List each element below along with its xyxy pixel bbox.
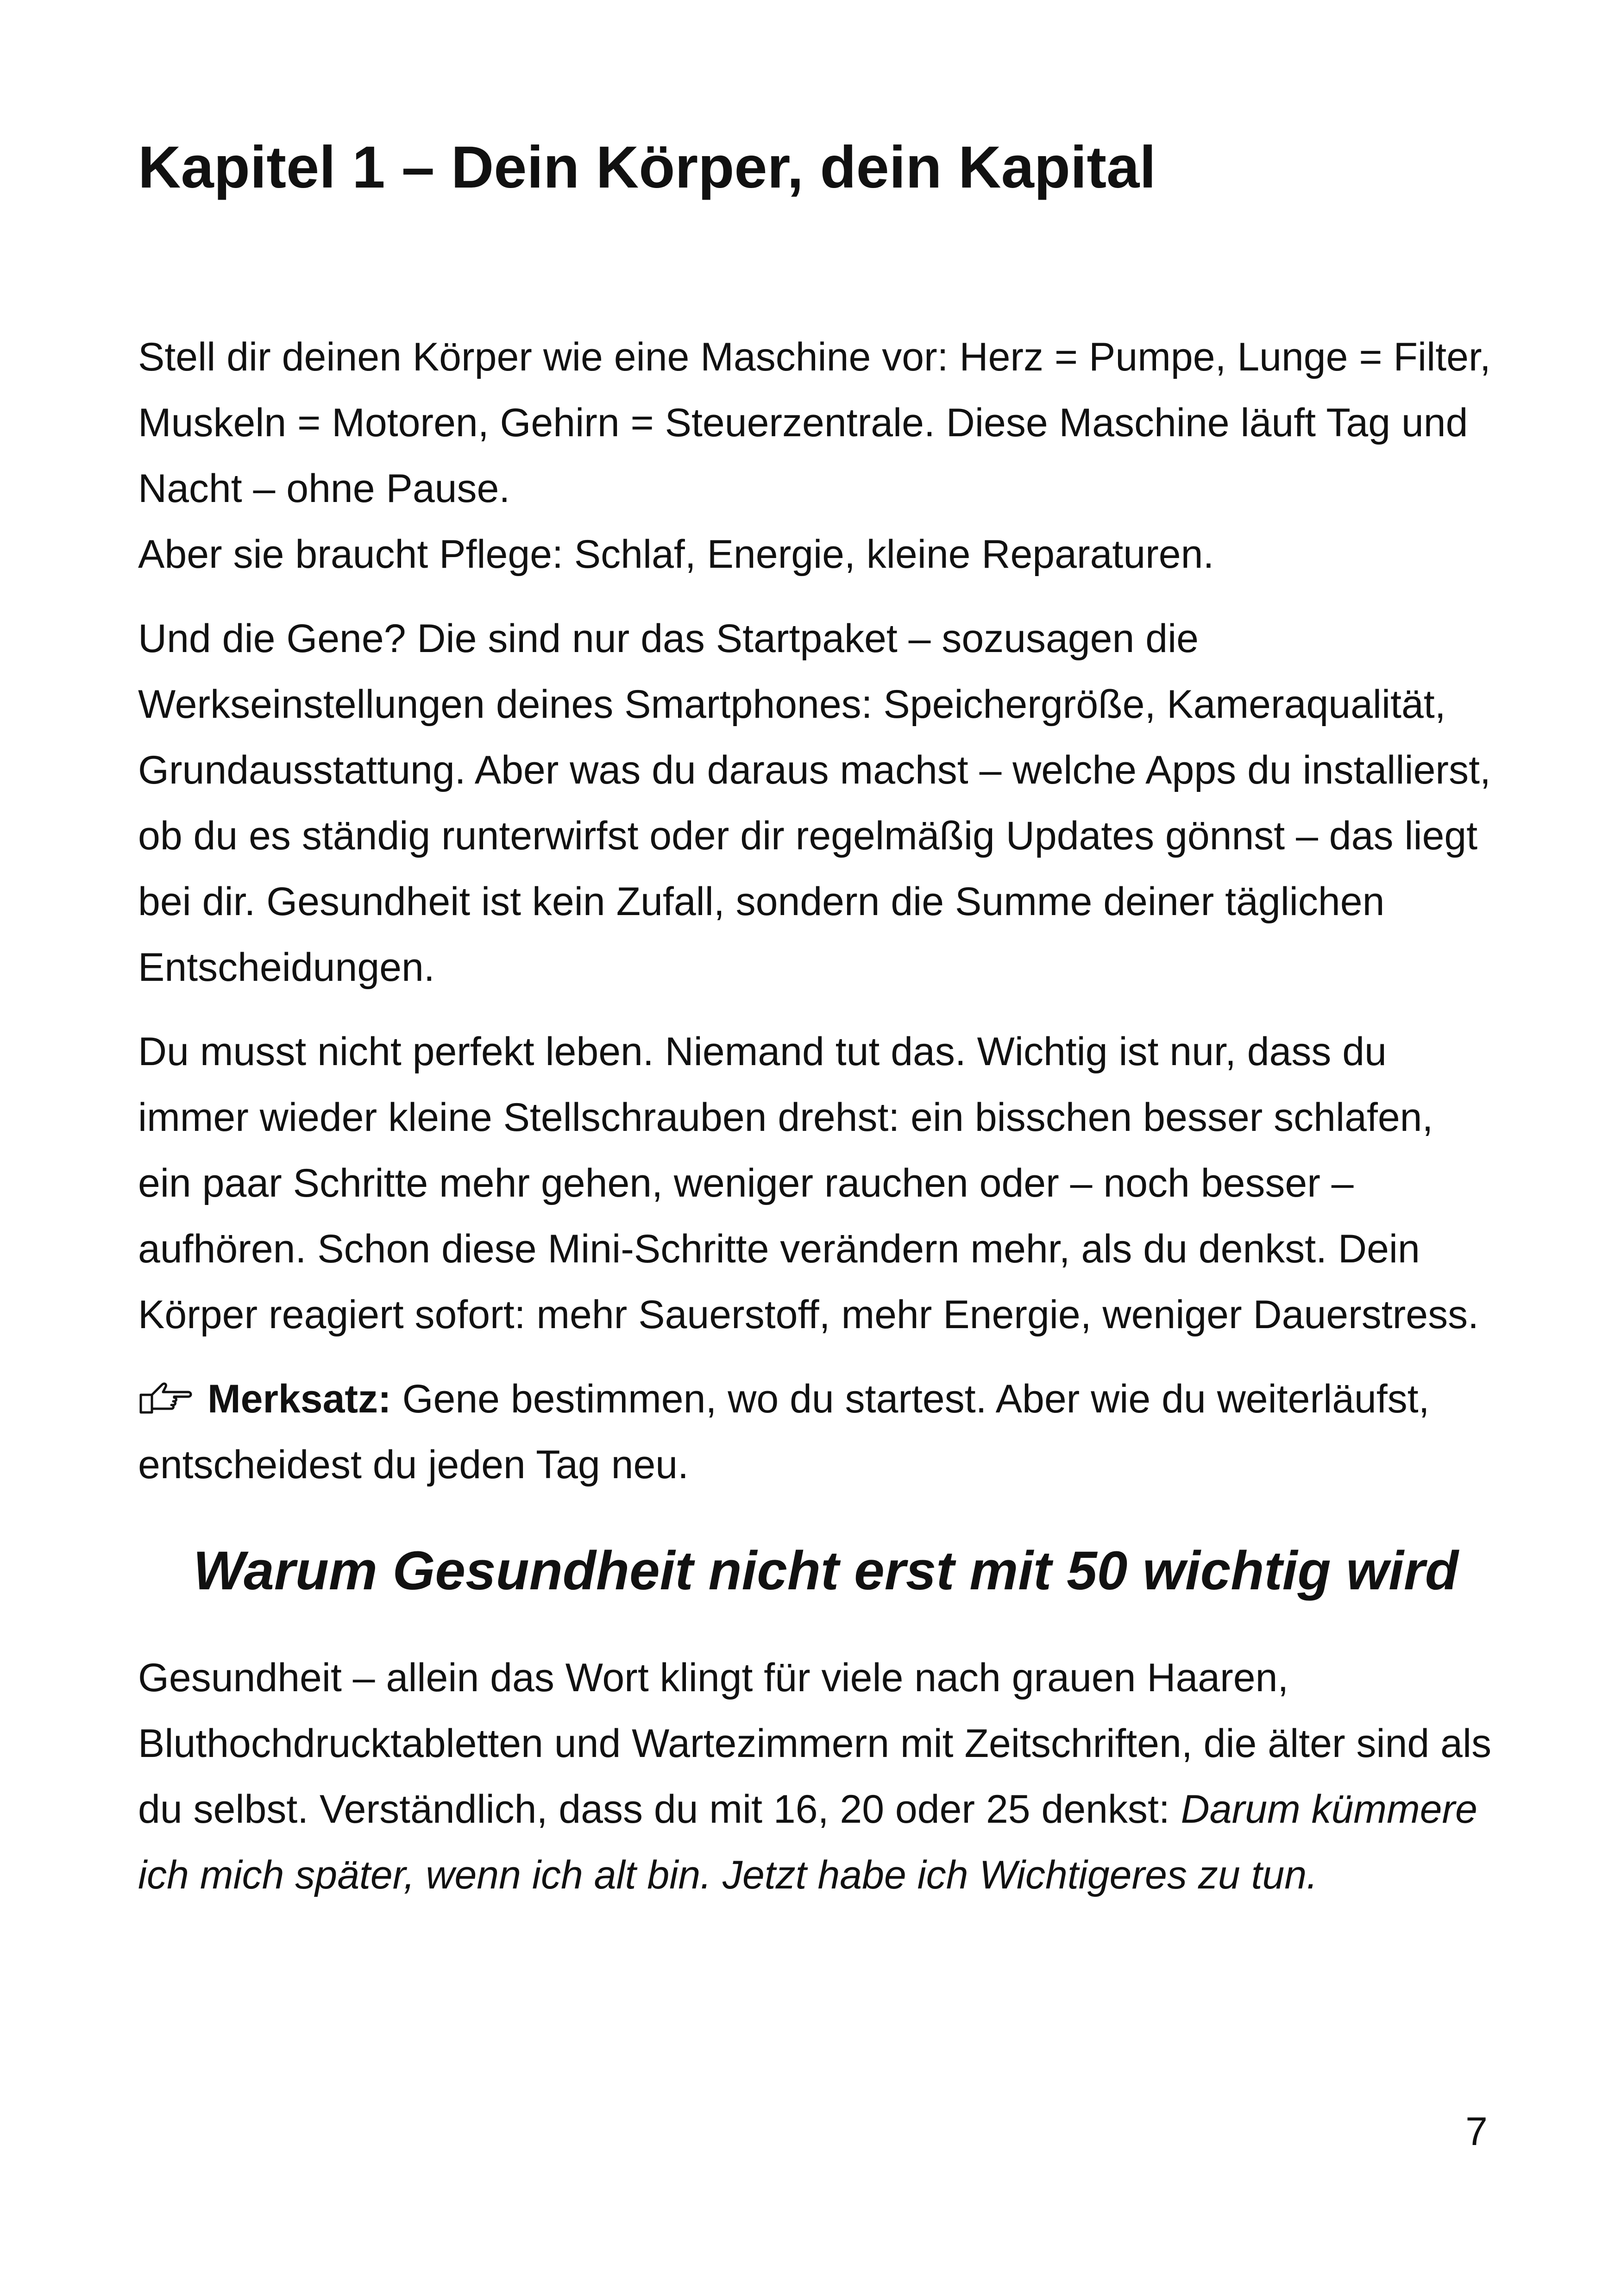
- page-number: 7: [1465, 2109, 1488, 2154]
- paragraph-health-intro: [138, 1645, 1495, 1908]
- merksatz-text: Gene bestimmen, wo du startest. Aber wie du weiterläufst, entscheidest du jeden Tag neu.: [138, 1377, 1430, 1487]
- section-title: Warum Gesundheit nicht erst mit 50 wichtig wird: [193, 1540, 1458, 1601]
- page-body: [138, 324, 1495, 1908]
- pointing-hand-icon: [138, 1379, 194, 1416]
- paragraph-small-steps: Du musst nicht perfekt leben. Niemand tut das. Wichtig ist nur, dass du immer wieder kleine Stellschrauben drehst: ein bisschen besser schlafen, ein paar Schritte mehr gehen, weniger rauchen oder – noch besser – aufhören. Schon diese Mini-Schritte verändern mehr, als du denkst. Dein Körper reagiert sofort: mehr Sauerstoff, mehr Energie, weniger Dauerstress.: [138, 1029, 1479, 1337]
- merksatz-box: [138, 1366, 1495, 1498]
- paragraph-body-care: Aber sie braucht Pflege: Schlaf, Energie, kleine Reparaturen.: [138, 532, 1214, 577]
- merksatz-label: Merksatz:: [207, 1377, 391, 1421]
- chapter-title: Kapitel 1 – Dein Körper, dein Kapital: [138, 134, 1156, 201]
- paragraph-health-quote: Darum kümmere ich mich später, wenn ich alt bin. Jetzt habe ich Wichtigeres zu tun.: [138, 1787, 1478, 1897]
- paragraph-genes: Und die Gene? Die sind nur das Startpaket – sozusagen die Werkseinstellungen deines Smartphones: Speichergröße, Kameraqualität, Grundausstattung. Aber was du daraus machst – welche Apps du installierst, ob du es ständig runterwirfst oder dir regelmäßig Updates gönnst – das liegt bei dir. Gesundheit ist kein Zufall, sondern die Summe deiner täglichen Entscheidungen.: [138, 616, 1491, 990]
- paragraph-health-text: Gesundheit – allein das Wort klingt für viele nach grauen Haaren, Bluthochdrucktabletten und Wartezimmern mit Zeitschriften, die älter sind als du selbst. Verständlich, dass du mit 16, 20 oder 25 denkst:: [138, 1656, 1492, 1832]
- paragraph-body-machine: Stell dir deinen Körper wie eine Maschine vor: Herz = Pumpe, Lunge = Filter, Muskeln = Motoren, Gehirn = Steuerzentrale. Diese Maschine läuft Tag und Nacht – ohne Pause.: [138, 335, 1491, 511]
